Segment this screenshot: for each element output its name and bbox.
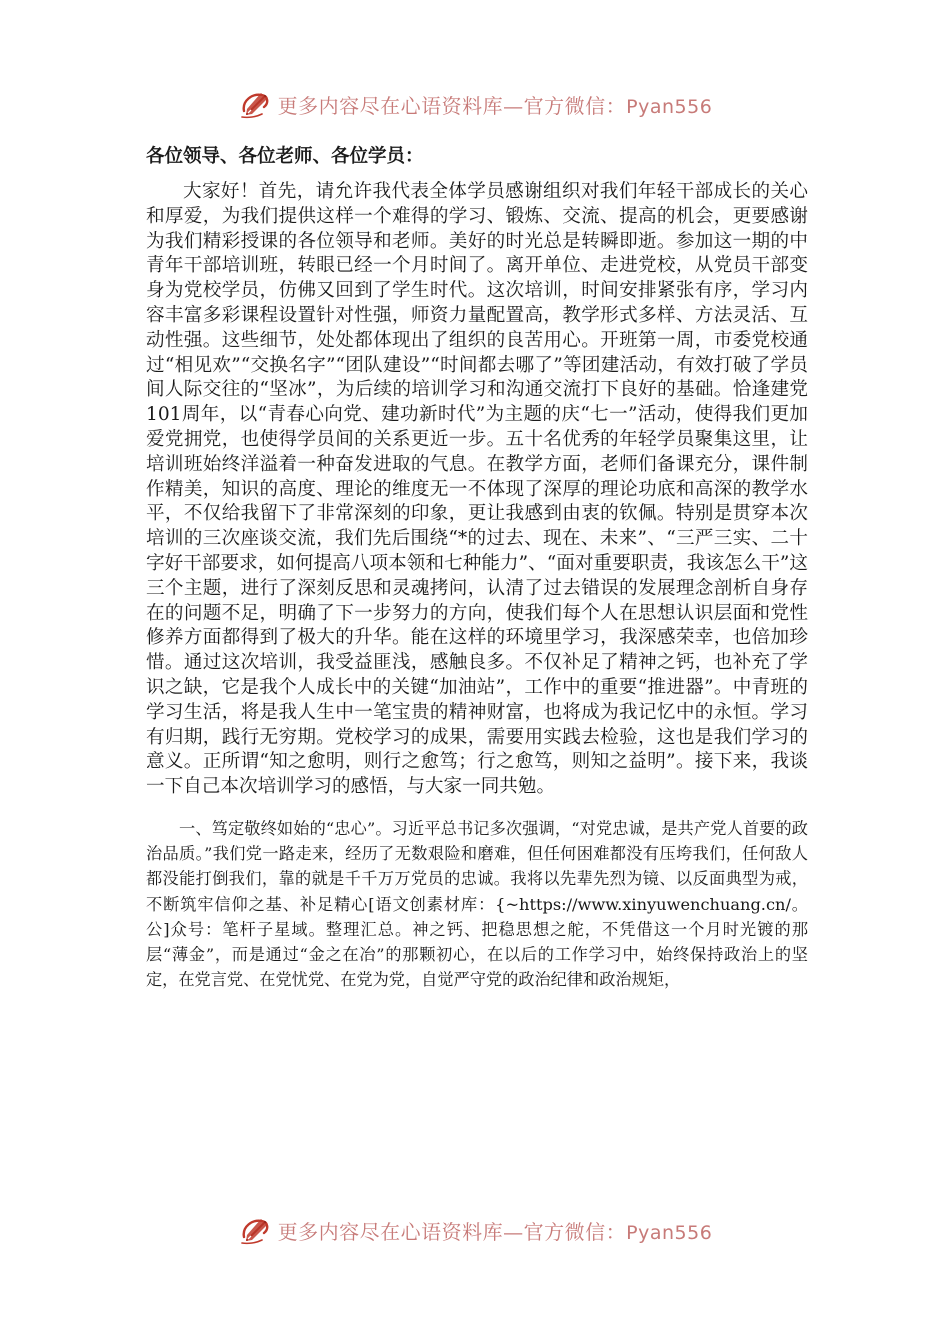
salutation: 各位领导、各位老师、各位学员： <box>146 146 424 167</box>
footer-banner <box>0 1210 950 1250</box>
banner-text: 更多内容尽在心语资料库—官方微信：Pyan556 <box>277 93 713 118</box>
banner-text: 更多内容尽在心语资料库—官方微信：Pyan556 <box>277 1219 713 1244</box>
pen-nib-swirl-icon <box>238 87 272 121</box>
header-banner <box>0 84 950 124</box>
paragraph-section-one: 一、笃定敬终如始的“忠心”。习近平总书记多次强调，“对党忠诚，是共产党人首要的政治品质。”我们党一路走来，经历了无数艰险和磨难，但任何困难都没有压垮我们，任何敌人都没能打倒我们，靠的就是千千万万党员的忠诚。我将以先辈先烈为镜、以反面典型为戒，不断筑牢信仰之基、补足精心[语文创素材库：{~https://www.xinyuwenchuang.cn/。公]众号：笔杆子星域。整理汇总。神之钙、把稳思想之舵，不凭借这一个月时光镀的那层“薄金”，而是通过“金之在冶”的那颗初心，在以后的工作学习中，始终保持政治上的坚定，在党言党、在党忧党、在党为党，自觉严守党的政治纪律和政治规矩， <box>146 818 808 990</box>
paragraph-intro: 大家好！首先，请允许我代表全体学员感谢组织对我们年轻干部成长的关心和厚爱，为我们提供这样一个难得的学习、锻炼、交流、提高的机会，更要感谢为我们精彩授课的各位领导和老师。美好的时光总是转瞬即逝。参加这一期的中青年干部培训班，转眼已经一个月时间了。离开单位、走进党校，从党员干部变身为党校学员，仿佛又回到了学生时代。这次培训，时间安排紧张有序，学习内容丰富多彩课程设置针对性强，师资力量配置高，教学形式多样、方法灵活、互动性强。这些细节，处处都体现出了组织的良苦用心。开班第一周，市委党校通过“相见欢”“交换名字”“团队建设”“时间都去哪了”等团建活动，有效打破了学员间人际交往的“坚冰”，为后续的培训学习和沟通交流打下良好的基础。恰逢建党101周年，以“青春心向党、建功新时代”为主题的庆“七一”活动，使得我们更加爱党拥党，也使得学员间的关系更近一步。五十名优秀的年轻学员聚集这里，让培训班始终洋溢着一种奋发进取的气息。在教学方面，老师们备课充分，课件制作精美，知识的高度、理论的维度无一不体现了深厚的理论功底和高深的教学水平，不仅给我留下了非常深刻的印象，更让我感到由衷的钦佩。特别是贯穿本次培训的三次座谈交流，我们先后围绕“*的过去、现在、未来”、“三严三实、二十字好干部要求，如何提高八项本领和七种能力”、“面对重要职责，我该怎么干”这三个主题，进行了深刻反思和灵魂拷问，认清了过去错误的发展理念剖析自身存在的问题不足，明确了下一步努力的方向，使我们每个人在思想认识层面和党性修养方面都得到了极大的升华。能在这样的环境里学习，我深感荣幸，也倍加珍惜。通过这次培训，我受益匪浅，感触良多。不仅补足了精神之钙，也补充了学识之缺，它是我个人成长中的关键“加油站”，工作中的重要“推进器”。中青班的学习生活，将是我人生中一笔宝贵的精神财富，也将成为我记忆中的永恒。学习有归期，践行无穷期。党校学习的成果，需要用实践去检验，这也是我们学习的意义。正所谓“知之愈明，则行之愈笃；行之愈笃，则知之益明”。接下来，我谈一下自己本次培训学习的感悟，与大家一同共勉。 <box>146 181 808 798</box>
document-body <box>146 142 808 992</box>
pen-nib-swirl-icon <box>238 1213 272 1247</box>
